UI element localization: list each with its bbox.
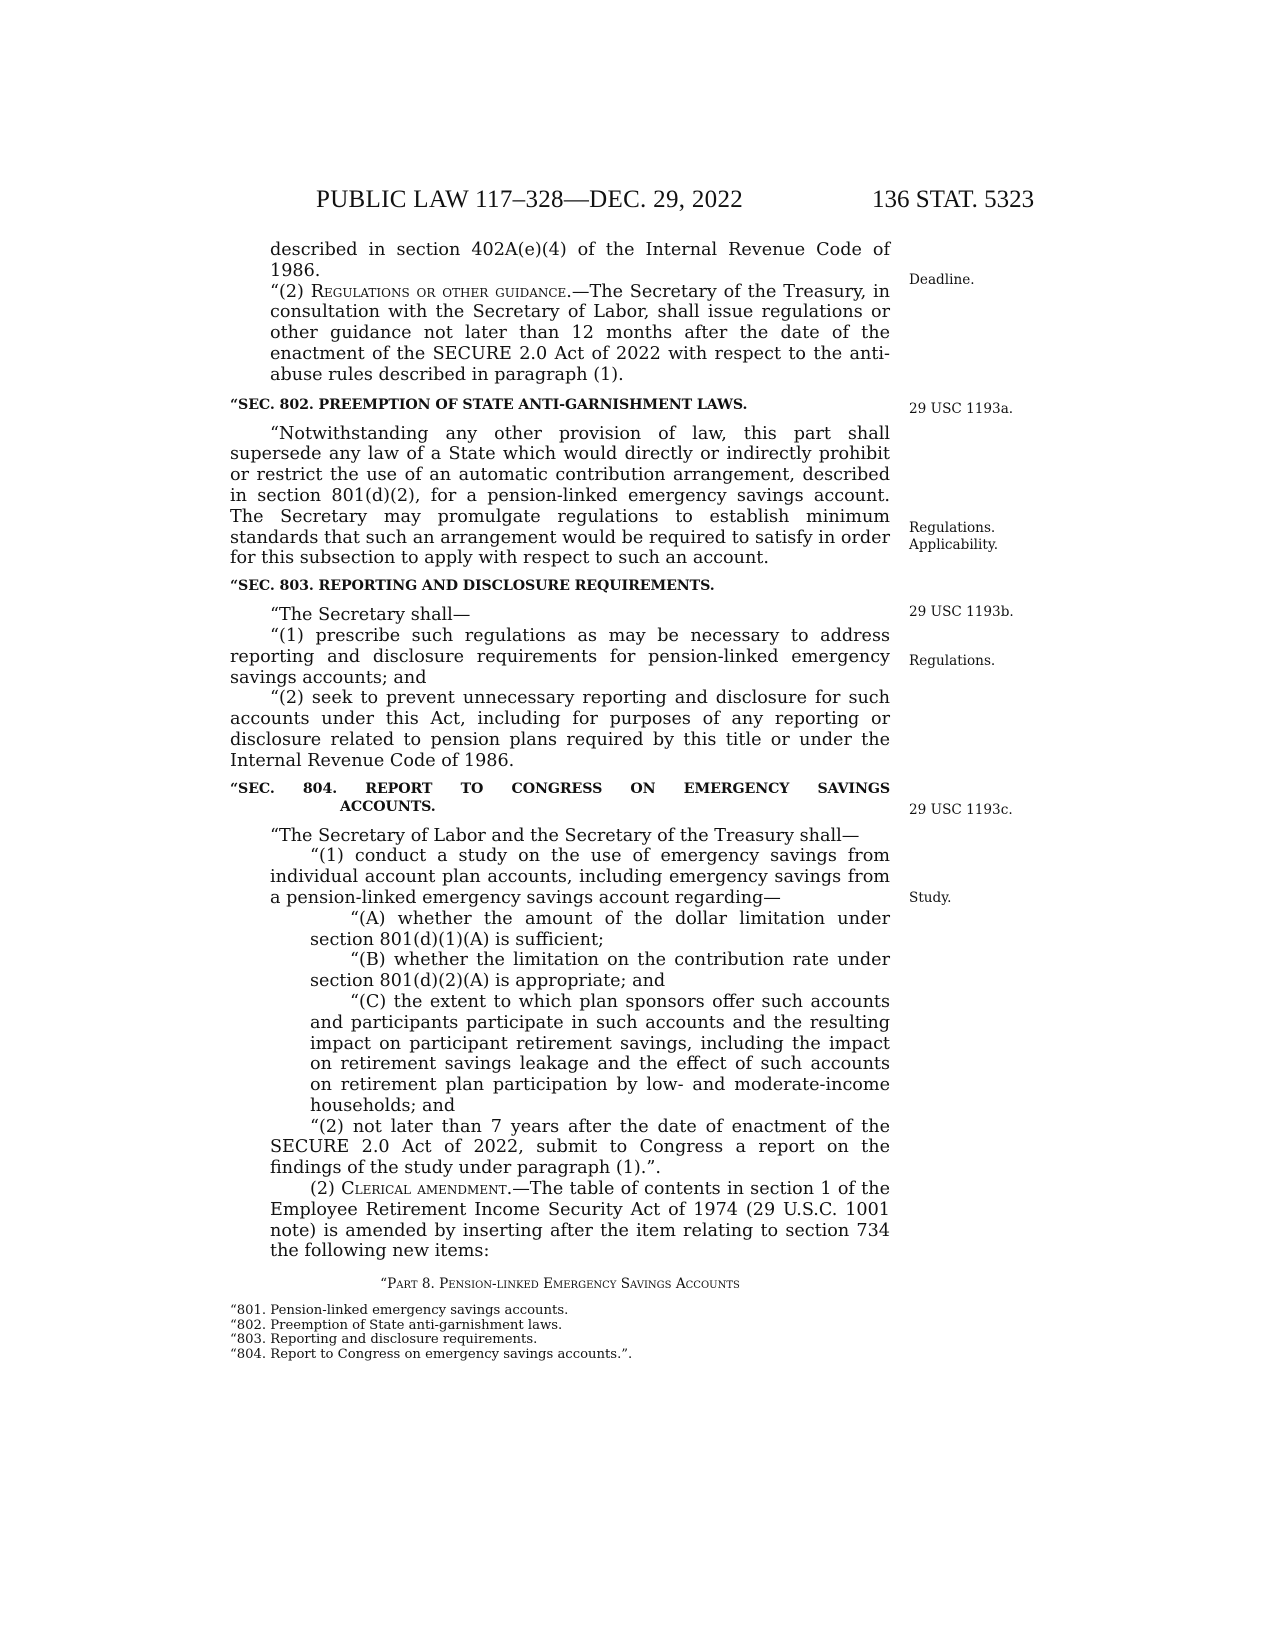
paragraph-regulations-guidance <box>230 282 890 386</box>
margin-note-applicability: Applicability. <box>909 537 999 553</box>
paragraph-804-1-A: “(A) whether the amount of the dollar limitation under section 801(d)(1)(A) is sufficient; <box>310 908 890 950</box>
margin-note-deadline: Deadline. <box>909 272 975 288</box>
header-stat-page: 136 STAT. 5323 <box>872 186 1035 213</box>
toc-item: “802. Preemption of State anti-garnishment laws. <box>230 1317 563 1333</box>
margin-note-usc-1193c: 29 USC 1193c. <box>909 802 1013 818</box>
paragraph-heading: “(2) Regulations or other guidance. <box>270 281 572 302</box>
toc-list <box>230 1304 890 1362</box>
header-title: PUBLIC LAW 117–328—DEC. 29, 2022 <box>316 186 744 213</box>
paragraph-803-1: “(1) prescribe such regulations as may be necessary to address reporting and disclosure requirements for pension-linked emergency savings accounts; and <box>230 625 890 688</box>
paragraph-secretary-shall: “The Secretary shall— <box>270 605 471 626</box>
toc-item: “804. Report to Congress on emergency savings accounts.”. <box>230 1347 633 1363</box>
paragraph-preemption: “Notwithstanding any other provision of law, this part shall supersede any law of a State which would directly or indirectly prohibit or restrict the use of an automatic contribution arrangement, described in section 801(d)(2), for a pension-linked emergency savings account. The Secretary may promulgate regulations to establish minimum standards that such an arrangement would be required to satisfy in order for this subsection to apply with respect to such an account. <box>230 423 890 569</box>
section-heading-804 <box>230 780 890 816</box>
margin-note-usc-1193b: 29 USC 1193b. <box>909 604 1014 620</box>
paragraph-continuation: described in section 402A(e)(4) of the Internal Revenue Code of 1986. <box>270 240 890 281</box>
toc-part-heading: “Part 8. Pension-linked Emergency Savings Accounts <box>380 1276 740 1293</box>
section-heading-803: “SEC. 803. REPORTING AND DISCLOSURE REQUIREMENTS. <box>230 578 715 595</box>
paragraph-heading: (2) Clerical amendment. <box>310 1179 513 1200</box>
margin-note-usc-1193a: 29 USC 1193a. <box>909 401 1014 417</box>
section-heading-802: “SEC. 802. PREEMPTION OF STATE ANTI-GARNISHMENT LAWS. <box>230 396 748 413</box>
margin-note-regulations: Regulations. <box>909 653 996 669</box>
paragraph-804-1-C: “(C) the extent to which plan sponsors offer such accounts and participants participate in such accounts and the resulting impact on participant retirement savings, including the impact on retirement savings leakage and the effect of such accounts on retirement plan participation by low- and moderate-income households; and <box>310 991 890 1116</box>
paragraph-804-1: “(1) conduct a study on the use of emergency savings from individual account plan accounts, including emergency savings from a pension-linked emergency savings account regarding— <box>270 846 890 908</box>
paragraph-secretaries-shall: “The Secretary of Labor and the Secretary of the Treasury shall— <box>270 825 860 846</box>
section-heading-804-line2: ACCOUNTS. <box>340 798 436 815</box>
paragraph-clerical-amendment <box>230 1179 890 1262</box>
running-header <box>0 186 1275 218</box>
paragraph-text: —The table of contents in section 1 of the Employee Retirement Income Security Act of 1974 (29 U.S.C. 1001 note) is amended by inserting after the item relating to section 734 the following new items: <box>270 1179 890 1262</box>
toc-item: “801. Pension-linked emergency savings accounts. <box>230 1303 569 1319</box>
section-heading-804-line1: “SEC. 804. REPORT TO CONGRESS ON EMERGENCY SAVINGS <box>230 780 890 797</box>
toc-item: “803. Reporting and disclosure requirements. <box>230 1332 538 1348</box>
paragraph-803-2: “(2) seek to prevent unnecessary reporting and disclosure for such accounts under this Act, including for purposes of any reporting or disclosure related to pension plans required by this title or under the Internal Revenue Code of 1986. <box>230 688 890 771</box>
document-body <box>230 240 890 1363</box>
margin-note-study: Study. <box>909 890 952 906</box>
paragraph-804-1-B: “(B) whether the limitation on the contribution rate under section 801(d)(2)(A) is appropriate; and <box>310 950 890 992</box>
paragraph-804-2: “(2) not later than 7 years after the date of enactment of the SECURE 2.0 Act of 2022, submit to Congress a report on the findings of the study under paragraph (1).”. <box>270 1116 890 1179</box>
margin-note-regulations: Regulations. <box>909 520 996 536</box>
paragraph-text: —The Secretary of the Treasury, in consultation with the Secretary of Labor, shall issue regulations or other guidance not later than 12 months after the date of the enactment of the SECURE 2.0 Act of 2022 with respect to the anti-abuse rules described in paragraph (1). <box>270 281 890 385</box>
